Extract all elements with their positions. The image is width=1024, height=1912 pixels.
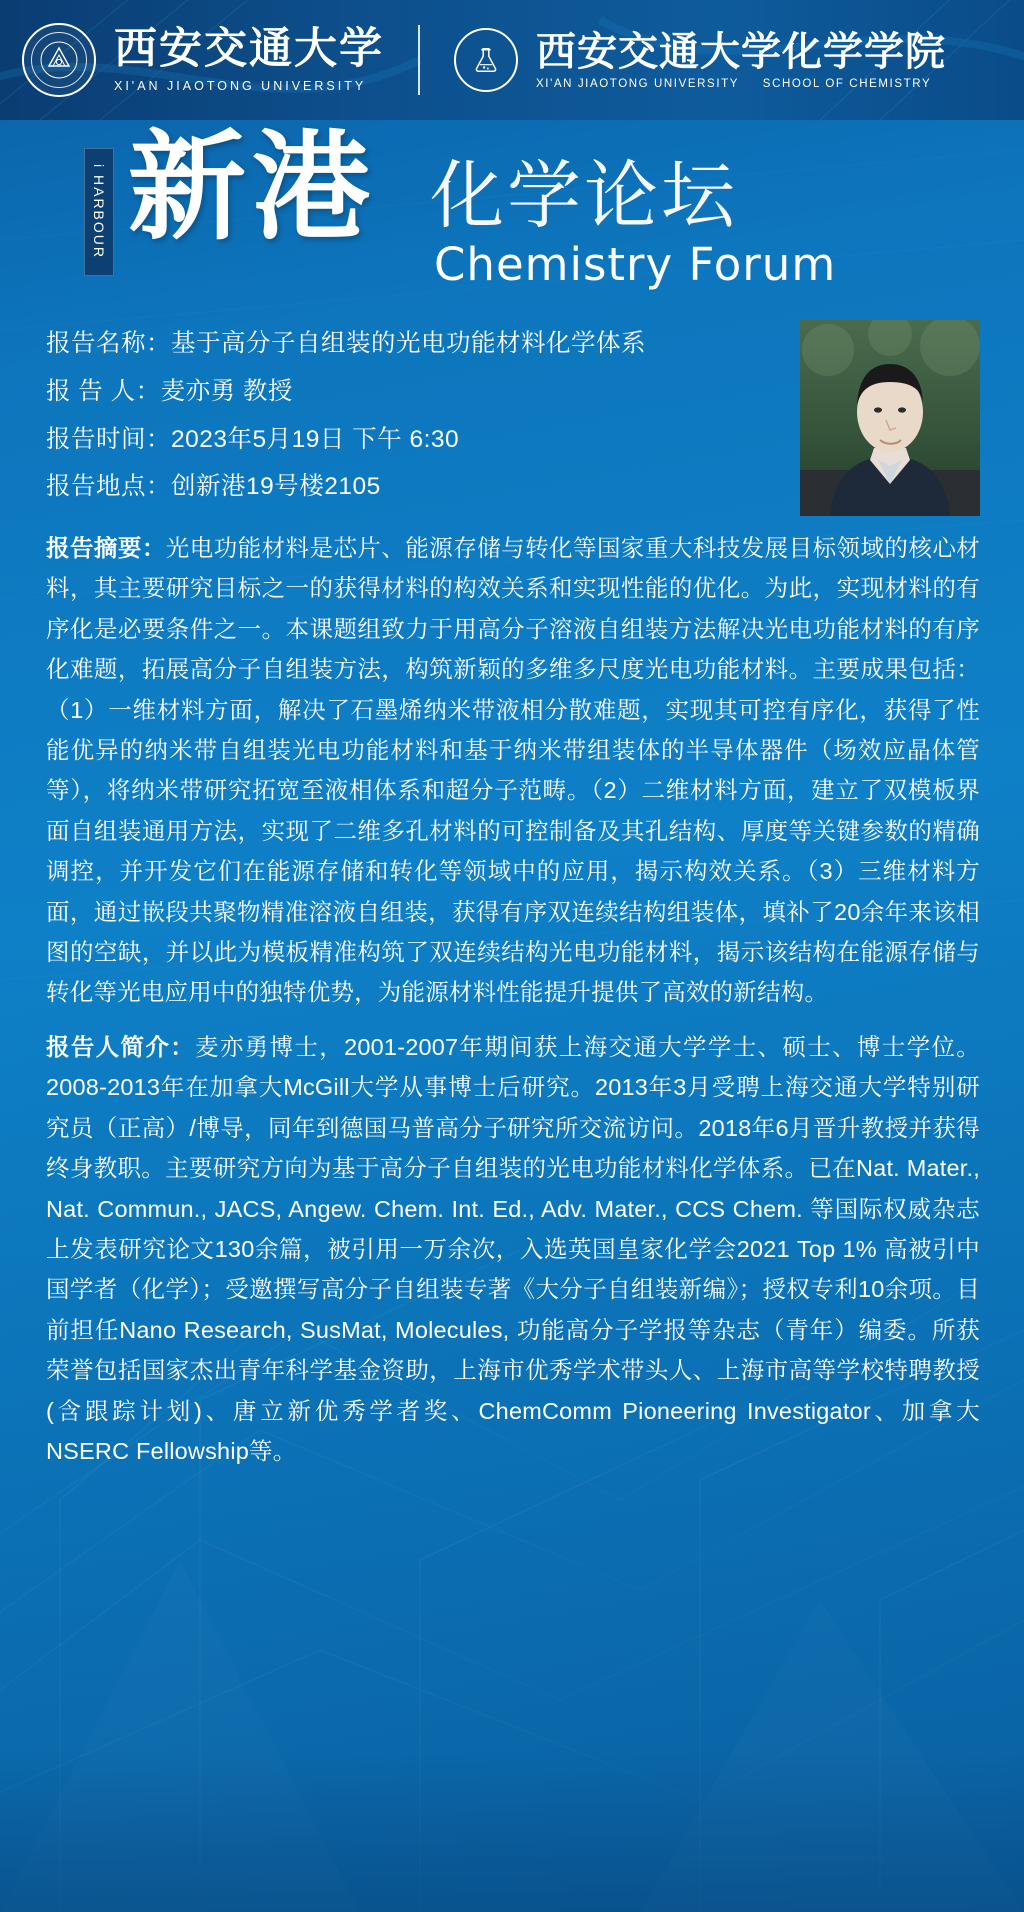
abstract-text: 光电功能材料是芯片、能源存储与转化等国家重大科技发展目标领域的核心材料，其主要研究目标之一的获得材料的构效关系和实现性能的优化。为此，实现材料的有序化是必要条件之一。本课题组致力于用高分子溶液自组装方法解决光电功能材料的有序化难题，拓展高分子自组装方法，构筑新颖的多维多尺度光电功能材料。主要成果包括：（1）一维材料方面，解决了石墨烯纳米带液相分散难题，实现其可控有序化，获得了性能优异的纳米带自组装光电功能材料和基于纳米带组装体的半导体器件（场效应晶体管等），将纳米带研究拓宽至液相体系和超分子范畴。（2）二维材料方面，建立了双模板界面自组装通用方法，实现了二维多孔材料的可控制备及其孔结构、厚度等关键参数的精确调控，并开发它们在能源存储和转化等领域中的应用，揭示构效关系。（3）三维材料方面，通过嵌段共聚物精准溶液自组装，获得有序双连续结构组装体，填补了20余年来该相图的空缺，并以此为模板精准构筑了双连续结构光电功能材料，揭示该结构在能源存储与转化等光电应用中的独特优势，为能源材料性能提升提供了高效的新结构。 [46, 535, 980, 1006]
bottom-gradient [0, 1752, 1024, 1912]
time-label: 报告时间： [46, 425, 171, 453]
forum-title-main-cn: 新港 [128, 123, 377, 254]
university-name-block [114, 27, 384, 92]
speaker-label: 报 告 人： [46, 377, 161, 405]
abstract-block [46, 528, 980, 1013]
bio-label: 报告人简介： [46, 1033, 196, 1060]
school-name-en [536, 78, 946, 90]
time-value: 2023年5月19日 下午 6:30 [171, 425, 460, 453]
abstract-label: 报告摘要： [46, 535, 166, 561]
seal-inner [31, 32, 87, 88]
university-seal-icon [22, 23, 96, 97]
speaker-value: 麦亦勇 教授 [160, 377, 293, 405]
place-value: 创新港19号楼2105 [171, 473, 381, 501]
poster-content [0, 320, 1024, 1471]
university-name-cn: 西安交通大学 [114, 26, 384, 74]
university-name-en: XI'AN JIAOTONG UNIVERSITY [114, 78, 367, 93]
header-divider [418, 25, 420, 95]
talk-title-label: 报告名称： [46, 330, 171, 357]
school-name-en-right: SCHOOL OF CHEMISTRY [762, 77, 932, 90]
school-name-cn: 西安交通大学化学学院 [536, 29, 946, 75]
header [0, 0, 1024, 120]
bio-block [46, 1027, 980, 1471]
forum-title-sub-cn: 化学论坛 [430, 156, 738, 238]
speaker-portrait [800, 320, 980, 516]
talk-title-value: 基于高分子自组装的光电功能材料化学体系 [171, 330, 646, 357]
chemistry-flask-icon [454, 28, 518, 92]
bio-text: 麦亦勇博士，2001-2007年期间获上海交通大学学士、硕士、博士学位。2008-2013年在加拿大McGill大学从事博士后研究。2013年3月受聘上海交通大学特别研究员（正高）/博导，同年到德国马普高分子研究所交流访问。2018年6月晋升教授并获得终身教职。主要研究方向为基于高分子自组装的光电功能材料化学体系。已在Nat. Mater., Nat. Commun., JACS, Angew. Chem. Int. Ed., Adv. Mater., CCS Chem. 等国际权威杂志上发表研究论文130余篇，被引用一万余次，入选英国皇家化学会2021 Top 1% 高被引中国学者（化学）；受邀撰写高分子自组装专著《大分子自组装新编》；授权专利10余项。目前担任Nano Research, SusMat, Molecules, 功能高分子学报等杂志（青年）编委。所获荣誉包括国家杰出青年科学基金资助，上海市优秀学术带头人、上海市高等学校特聘教授(含跟踪计划)、唐立新优秀学者奖、ChemComm Pioneering Investigator、加拿大NSERC Fellowship等。 [46, 1033, 980, 1464]
place-label: 报告地点： [46, 473, 171, 501]
school-name-block [536, 30, 946, 89]
iharbour-badge: i HARBOUR [84, 148, 114, 276]
school-name-en-left: XI'AN JIAOTONG UNIVERSITY [536, 77, 739, 90]
forum-title-sub-en: Chemistry Forum [434, 238, 837, 291]
info-rows [46, 320, 980, 520]
forum-title-block [0, 123, 1024, 298]
